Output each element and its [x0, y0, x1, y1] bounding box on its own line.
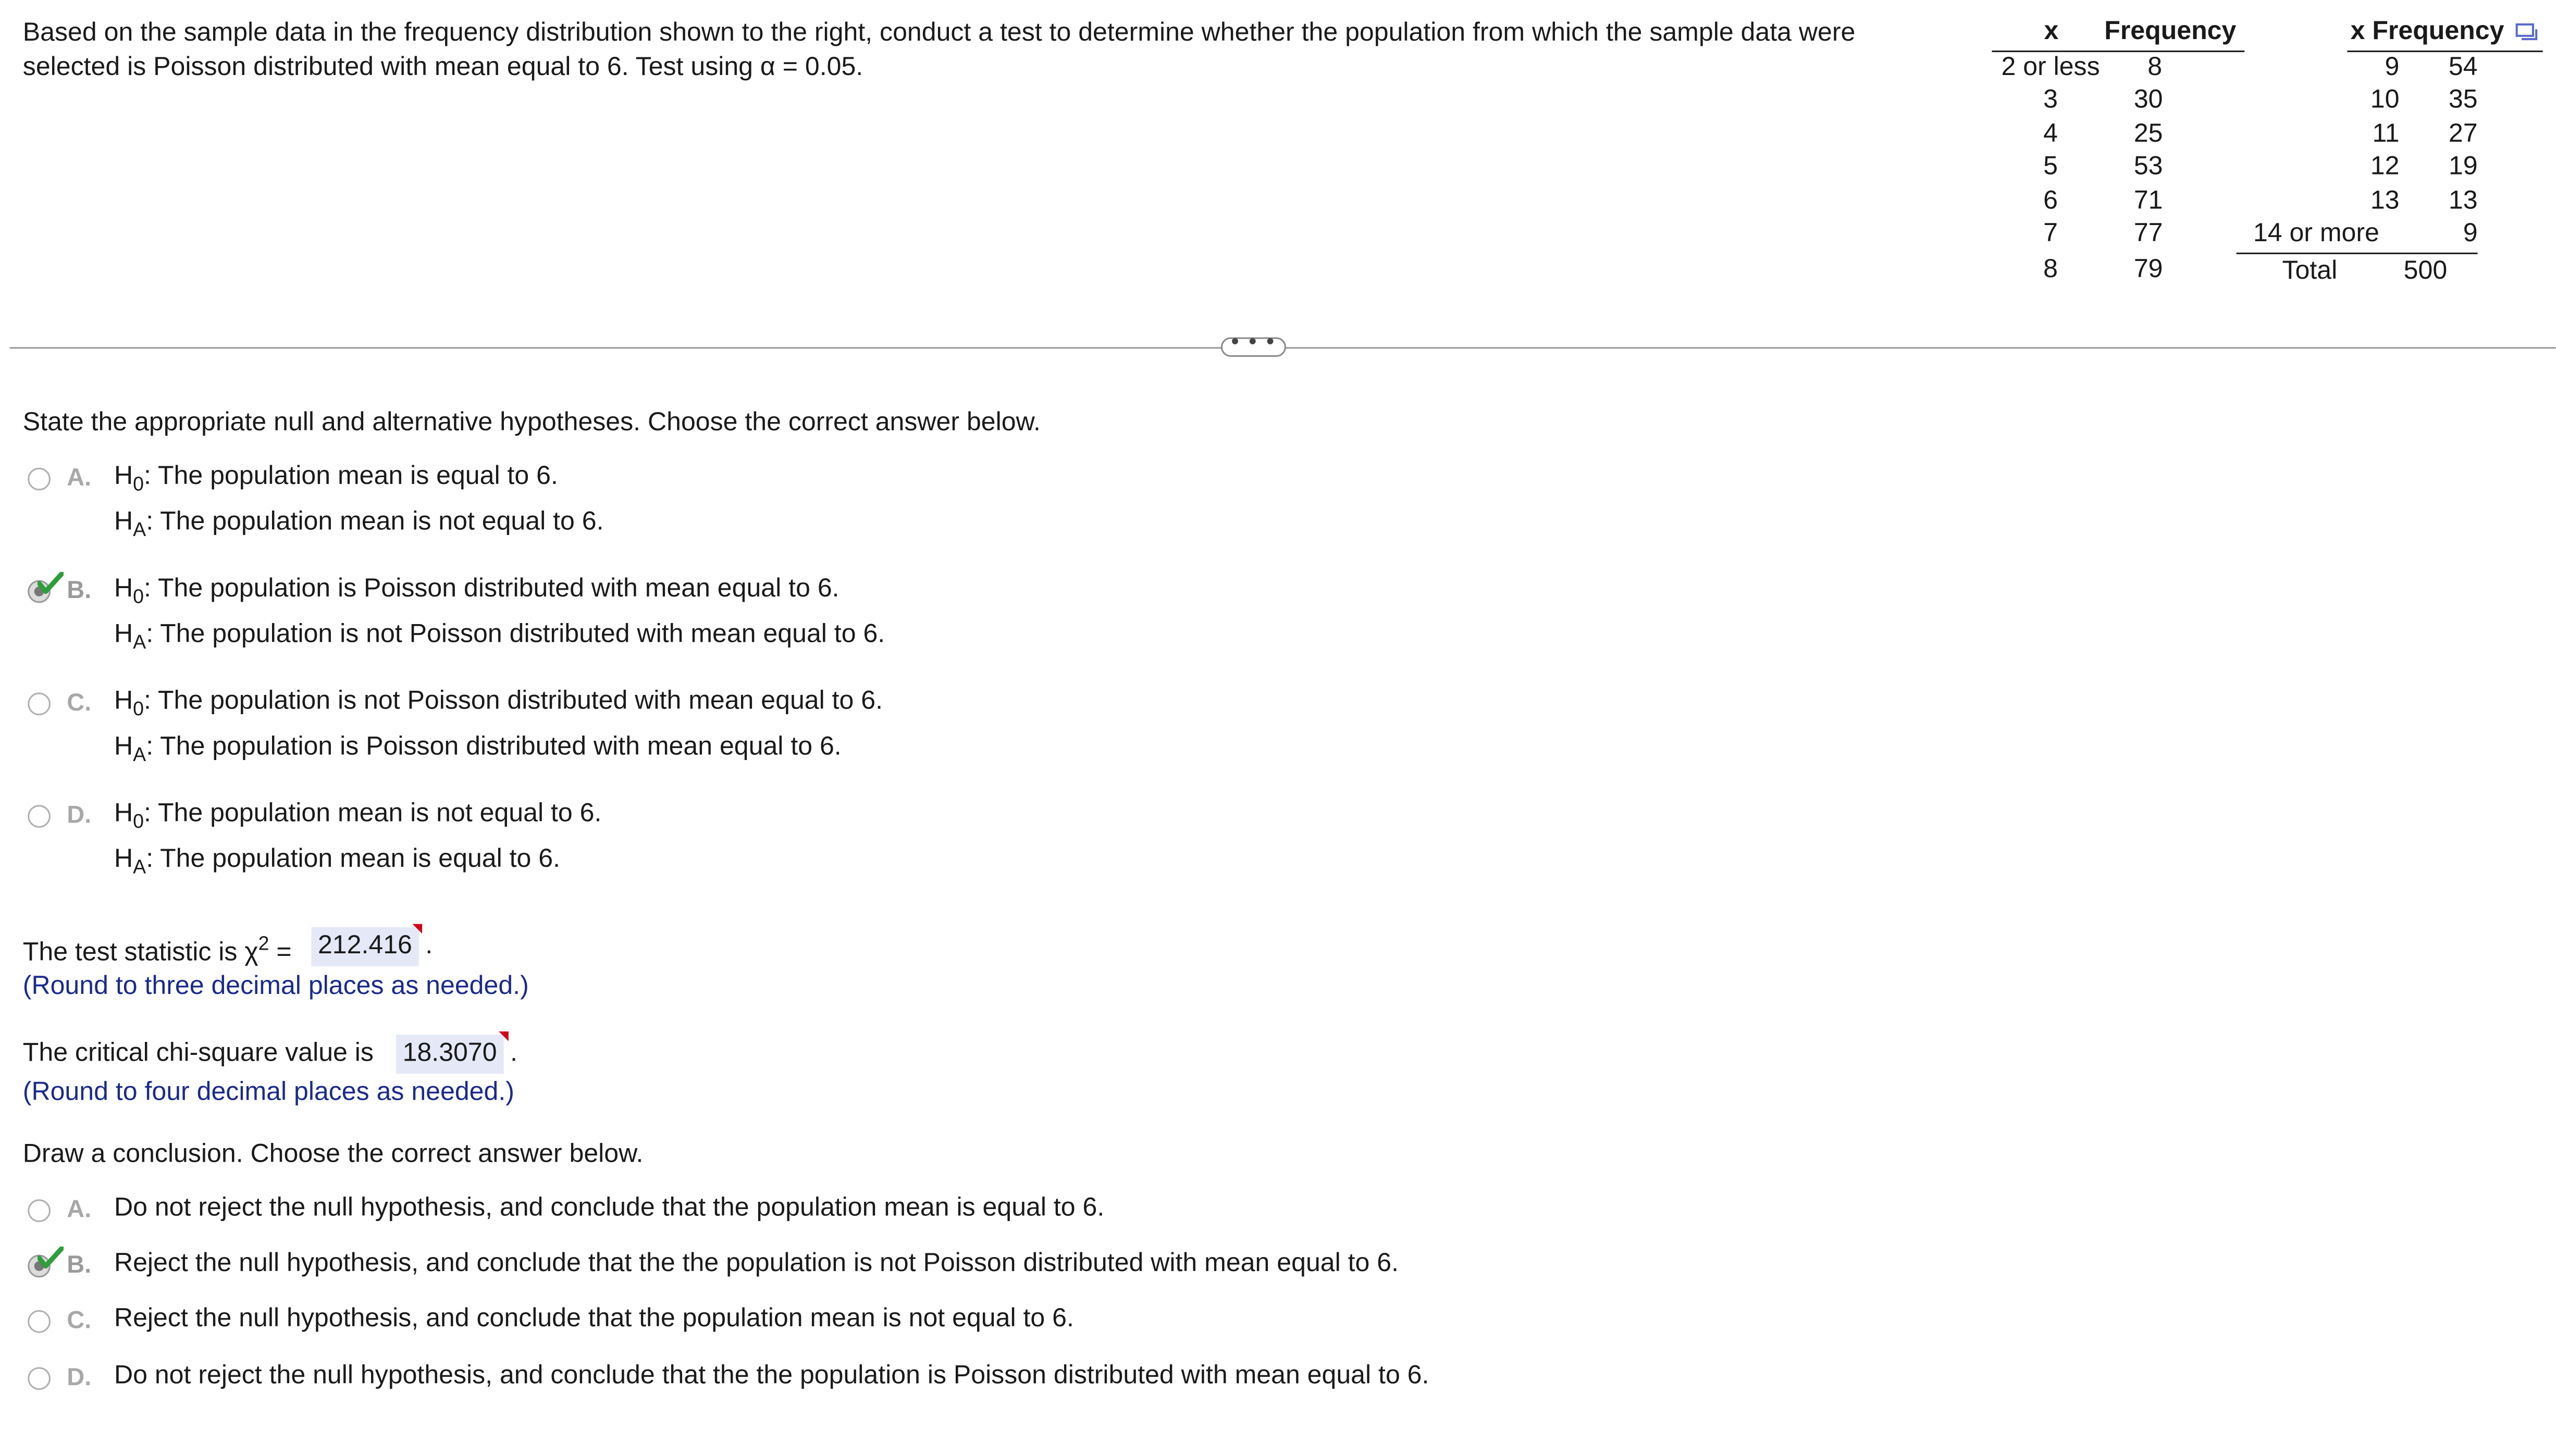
ha-subscript: A	[133, 630, 146, 654]
q3-option-b-text[interactable]: Reject the null hypothesis, and conclude that the the population is not Poisson distributed with mean equal to 6.	[114, 1250, 1399, 1278]
h0-subscript: 0	[133, 584, 144, 608]
popout-icon[interactable]	[2515, 23, 2538, 43]
q1-option-c-ha[interactable]	[114, 733, 842, 766]
table-cell-x: 6	[2043, 187, 2058, 215]
table-cell-x: 2 or less	[2001, 54, 2100, 82]
ha-subscript: A	[133, 855, 146, 878]
table-cell-x: 3	[2043, 86, 2058, 114]
h0-subscript: 0	[133, 697, 144, 720]
table-total-value: 500	[2403, 257, 2448, 285]
q1-option-a-ha[interactable]	[114, 508, 604, 541]
table-cell-x: 8	[2043, 256, 2058, 284]
stat-label-eq: =	[269, 939, 292, 967]
q3-option-d-text[interactable]: Do not reject the null hypothesis, and conclude that the the population is Poisson distributed with mean equal to 6.	[114, 1362, 1429, 1390]
q1-option-c-radio[interactable]	[28, 692, 51, 715]
ha-symbol: H	[114, 508, 133, 537]
table-total-rule	[2237, 253, 2478, 254]
flag-icon	[499, 1031, 509, 1041]
critical-value-answer[interactable]: 18.3070	[396, 1035, 503, 1074]
ha-text: : The population mean is equal to 6.	[146, 845, 561, 874]
expand-handle[interactable]	[1221, 327, 1286, 357]
test-statistic-answer[interactable]: 212.416	[311, 927, 418, 966]
table-cell-x: 4	[2043, 120, 2058, 148]
table-cell-frequency: 35	[2448, 86, 2478, 114]
q1-option-a-h0[interactable]	[114, 463, 558, 495]
q3-option-a-radio[interactable]	[28, 1199, 51, 1222]
q3-option-d-radio[interactable]	[28, 1367, 51, 1390]
table-cell-x: 5	[2043, 153, 2058, 181]
table-cell-x: 9	[2385, 54, 2400, 82]
table-cell-frequency: 9	[2463, 220, 2478, 248]
table-cell-frequency: 30	[2133, 86, 2163, 114]
ha-subscript: A	[133, 518, 146, 541]
q3-option-a-letter: A.	[67, 1196, 92, 1224]
q1-option-a-letter: A.	[67, 464, 92, 492]
q1-option-d-radio[interactable]	[28, 805, 51, 828]
h0-text: : The population is not Poisson distributed with mean equal to 6.	[144, 688, 883, 716]
table-cell-x: 7	[2043, 220, 2058, 248]
h0-symbol: H	[114, 463, 133, 491]
q3-option-c-letter: C.	[67, 1306, 92, 1335]
h0-text: : The population is Poisson distributed with mean equal to 6.	[144, 575, 839, 603]
q1-option-a-radio[interactable]	[28, 468, 51, 491]
h0-symbol: H	[114, 575, 133, 603]
q1-option-d-h0[interactable]	[114, 800, 601, 833]
table-cell-x: 10	[2370, 86, 2400, 114]
test-statistic-label	[23, 932, 292, 968]
q1-option-b-h0[interactable]	[114, 575, 839, 608]
ellipsis-icon: • • •	[1231, 327, 1276, 354]
stat-label-text: The test statistic is χ	[22, 939, 258, 967]
table-cell-x: 12	[2370, 153, 2400, 181]
h0-subscript: 0	[133, 472, 144, 495]
h0-subscript: 0	[133, 810, 144, 833]
ha-subscript: A	[133, 743, 146, 766]
stat-period: .	[425, 932, 433, 960]
table-header-frequency: Frequency	[2104, 18, 2237, 46]
q3-option-c-radio[interactable]	[28, 1310, 51, 1333]
ha-symbol: H	[114, 733, 133, 761]
ha-text: : The population mean is not equal to 6.	[146, 508, 604, 537]
q3-option-a-text[interactable]: Do not reject the null hypothesis, and conclude that the population mean is equal to 6.	[114, 1194, 1105, 1222]
q3-prompt: Draw a conclusion. Choose the correct answer below.	[22, 1140, 644, 1168]
ha-symbol: H	[114, 845, 133, 874]
table-cell-frequency: 27	[2448, 120, 2478, 148]
table-cell-x: 11	[2372, 120, 2400, 148]
table-cell-frequency: 13	[2448, 187, 2478, 215]
table-header-x: x	[2044, 18, 2059, 46]
ha-text: : The population is not Poisson distributed with mean equal to 6.	[146, 620, 885, 649]
problem-statement: Based on the sample data in the frequency distribution shown to the right, conduct a test to determine whether the population from which the sample data were selected is Poisson distributed with mean equal to 6. Test using α = 0.05.	[22, 19, 1856, 82]
flag-icon	[412, 924, 422, 934]
table-cell-x: 14 or more	[2253, 220, 2379, 248]
check-icon	[38, 572, 64, 595]
q3-option-d-letter: D.	[67, 1364, 92, 1392]
h0-symbol: H	[114, 688, 133, 716]
q1-option-b-letter: B.	[67, 577, 92, 605]
table-cell-frequency: 77	[2133, 220, 2163, 248]
table-header-right: x Frequency	[2350, 18, 2504, 46]
q3-option-b-letter: B.	[67, 1251, 92, 1279]
critical-period: .	[510, 1039, 517, 1067]
table-total-label: Total	[2282, 257, 2338, 285]
h0-text: : The population mean is equal to 6.	[144, 463, 558, 491]
table-cell-frequency: 54	[2448, 54, 2478, 82]
ha-symbol: H	[114, 620, 133, 649]
h0-text: : The population mean is not equal to 6.	[144, 800, 602, 828]
stat-rounding-hint: (Round to three decimal places as needed.)	[22, 973, 529, 1001]
table-cell-frequency: 71	[2133, 187, 2163, 215]
ha-text: : The population is Poisson distributed with mean equal to 6.	[146, 733, 842, 761]
table-cell-frequency: 79	[2133, 256, 2163, 284]
q1-option-c-h0[interactable]	[114, 688, 883, 720]
table-cell-x: 13	[2370, 187, 2400, 215]
table-cell-frequency: 8	[2147, 54, 2163, 82]
h0-symbol: H	[114, 800, 133, 828]
critical-value-label: The critical chi-square value is	[22, 1039, 374, 1067]
table-cell-frequency: 25	[2133, 120, 2163, 148]
q1-option-b-ha[interactable]	[114, 621, 885, 654]
q3-option-c-text[interactable]: Reject the null hypothesis, and conclude that the population mean is not equal to 6.	[114, 1305, 1074, 1333]
q1-option-d-letter: D.	[67, 801, 92, 830]
frequency-table	[1992, 16, 2546, 293]
table-cell-frequency: 19	[2448, 153, 2478, 181]
q1-option-c-letter: C.	[67, 689, 92, 717]
q1-prompt: State the appropriate null and alternative hypotheses. Choose the correct answer below.	[22, 409, 1041, 437]
stat-label-sup: 2	[258, 932, 269, 955]
table-cell-frequency: 53	[2133, 153, 2163, 181]
check-icon	[38, 1247, 64, 1270]
q1-option-d-ha[interactable]	[114, 845, 560, 878]
critical-rounding-hint: (Round to four decimal places as needed.)	[22, 1078, 514, 1106]
